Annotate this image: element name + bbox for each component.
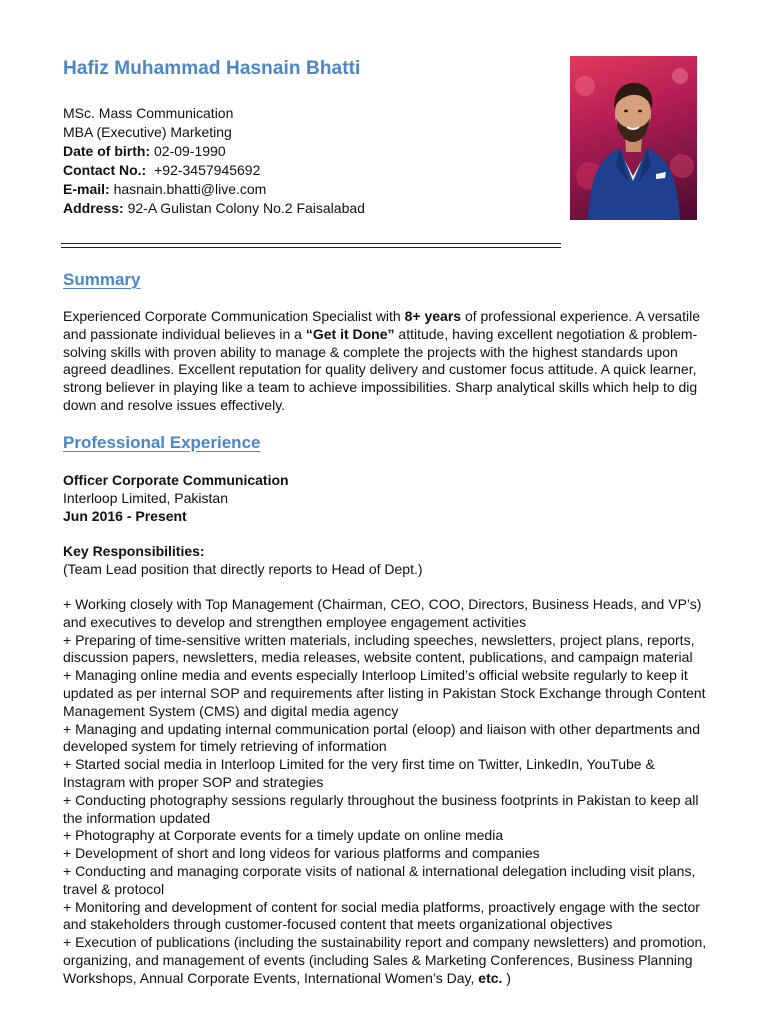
list-item: + Working closely with Top Management (Chairman, CEO, COO, Directors, Business Heads, and VP’s) and executives to develop and strengthen employee engagement activities <box>63 596 702 630</box>
list-item: + Conducting and managing corporate visits of national & international delegation including visit plans, travel & protocol <box>63 862 696 897</box>
contact-block <box>63 104 365 218</box>
list-item: + Started social media in Interloop Limited for the very first time on Twitter, LinkedIn, YouTube & Instagram with proper SOP and strategies <box>63 756 655 790</box>
summary-bold-years: 8+ years <box>404 308 462 324</box>
summary-text-3: attitude, having excellent negotiation & problem-solving skills with proven ability to manage & complete the projects with the highest standards upon agreed deadlines. Excellent reputation for quality delivery and customer focus attitude. A quick learner, strong believer in playing like a team to achieve impossibilities. Sharp analytical skills which help to dig down and resolve issues effectively. <box>63 325 698 413</box>
contact-row <box>63 161 365 180</box>
header-divider-top <box>61 243 561 244</box>
dob-row <box>63 142 365 161</box>
list-item: + Monitoring and development of content for social media platforms, proactively engage with the sector and stakeholders through customer-focused content that meets organizational objectives <box>63 898 700 933</box>
contact-value: +92-3457945692 <box>154 162 261 178</box>
profile-photo <box>570 56 697 220</box>
responsibilities-label: Key Responsibilities: <box>63 543 205 559</box>
summary-text-2: of professional experience. A versatile and passionate individual believes in a <box>63 308 700 342</box>
list-item: + Development of short and long videos for various platforms and companies <box>63 845 540 862</box>
degree-1: MSc. Mass Communication <box>63 105 234 121</box>
degree-2: MBA (Executive) Marketing <box>63 124 232 140</box>
responsibility-list <box>63 596 708 988</box>
job-title: Officer Corporate Communication <box>63 472 289 488</box>
key-responsibilities <box>63 542 423 578</box>
list-item: + Managing and updating internal communication portal (eloop) and liaison with other departments and developed system for timely retrieving of information <box>63 720 701 755</box>
address-value: 92-A Gulistan Colony No.2 Faisalabad <box>127 200 365 216</box>
email-value: hasnain.bhatti@live.com <box>113 181 267 197</box>
list-item <box>63 934 708 987</box>
address-row <box>63 199 365 218</box>
responsibilities-note: (Team Lead position that directly reports to Head of Dept.) <box>63 561 423 577</box>
email-row <box>63 180 365 199</box>
last-bullet-end: ) <box>502 969 511 986</box>
experience-heading: Professional Experience <box>63 433 261 452</box>
profile-photo-graphic <box>570 56 697 220</box>
contact-label: Contact No.: <box>63 162 147 178</box>
last-bullet-text: + Execution of publications (including the sustainability report and company newsletters) and promotion, organizing, and management of events (including Sales & Marketing Conferences, Business Planning Workshops, Annual Corporate Events, International Women’s Day, <box>63 934 707 986</box>
job-entry <box>63 471 289 525</box>
dob-label: Date of birth: <box>63 143 151 159</box>
summary-heading: Summary <box>63 270 141 289</box>
job-dates: Jun 2016 - Present <box>63 508 187 524</box>
list-item: + Photography at Corporate events for a timely update on online media <box>63 827 504 844</box>
summary-paragraph <box>63 308 703 415</box>
summary-text-1: Experienced Corporate Communication Specialist with <box>63 308 405 324</box>
list-item: + Managing online media and events especially Interloop Limited’s official website regularly to keep it updated as per internal SOP and requirements after listing in Pakistan Stock Exchange through Content Management System (CMS) and digital media agency <box>63 667 706 719</box>
header-divider-bottom <box>61 247 561 248</box>
job-company: Interloop Limited, Pakistan <box>63 490 228 506</box>
list-item: + Preparing of time-sensitive written materials, including speeches, newsletters, project plans, reports, discussion papers, newsletters, media releases, website content, publications, and campaign material <box>63 631 695 666</box>
email-label: E-mail: <box>63 181 110 197</box>
list-item: + Conducting photography sessions regularly throughout the business footprints in Pakistan to keep all the information updated <box>63 791 699 826</box>
dob-value: 02-09-1990 <box>154 143 226 159</box>
summary-bold-motto: “Get it Done” <box>305 325 395 342</box>
last-bullet-bold: etc. <box>478 969 503 986</box>
address-label: Address: <box>63 200 124 216</box>
candidate-name: Hafiz Muhammad Hasnain Bhatti <box>63 58 361 79</box>
